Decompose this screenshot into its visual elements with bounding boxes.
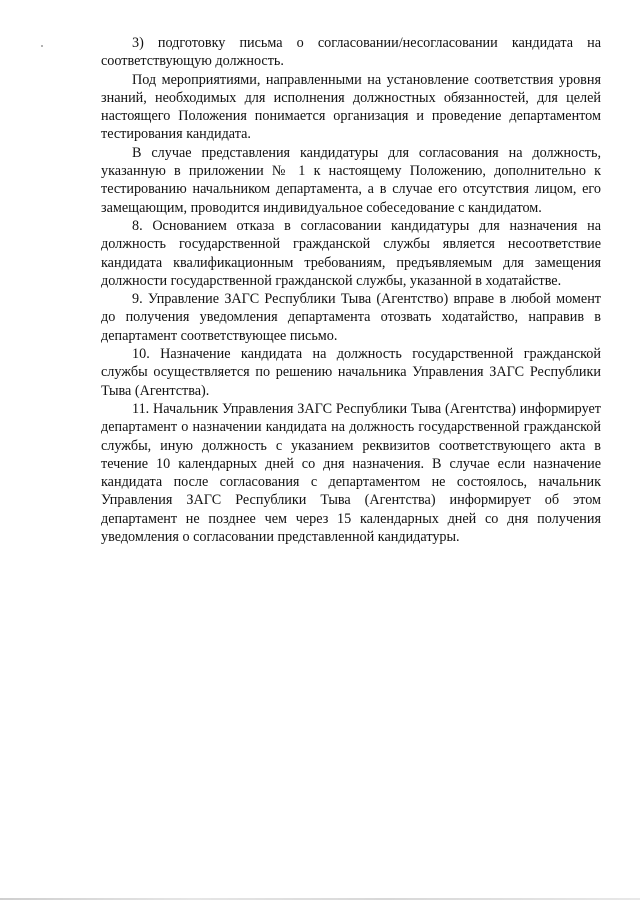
- paragraph-interview: В случае представления кандидатуры для согласования на должность, указанную в приложении № 1 к настоящему Положению, дополнительно к тестированию начальником департамента, а в случае его отсутствия лицом, его замещающим, проводится индивидуальное собеседование с кандидатом.: [101, 144, 601, 216]
- paragraph-8: 8. Основанием отказа в согласовании кандидатуры для назначения на должность государственной гражданской службы является несоответствие кандидата квалификационным требованиям, предъявляемым для замещения должности государственной гражданской службы, указанной в ходатайстве.: [101, 217, 601, 289]
- document-body: [101, 34, 601, 546]
- paragraph-10: 10. Назначение кандидата на должность государственной гражданской службы осуществляется по решению начальника Управления ЗАГС Республики Тыва (Агентства).: [101, 346, 601, 399]
- paragraph-testing-definition: Под мероприятиями, направленными на установление соответствия уровня знаний, необходимых для исполнения должностных обязанностей, для целей настоящего Положения понимается организация и проведение департаментом тестирования кандидата.: [101, 71, 601, 143]
- scan-speck: [41, 45, 43, 47]
- paragraph-11: 11. Начальник Управления ЗАГС Республики Тыва (Агентства) информирует департамент о назначении кандидата на должность государственной гражданской службы, иную должность с указанием реквизитов соответствующего акта в течение 10 календарных дней со дня назначения. В случае если назначение кандидата после согласования с департаментом не состоялось, начальник Управления ЗАГС Республики Тыва (Агентства) информирует об этом департамент не позднее чем через 15 календарных дней со дня получения уведомления о согласовании представленной кандидатуры.: [101, 400, 601, 546]
- scan-bottom-edge: [0, 898, 640, 900]
- paragraph-item-3: 3) подготовку письма о согласовании/несогласовании кандидата на соответствующую должность.: [101, 35, 601, 70]
- paragraph-9: 9. Управление ЗАГС Республики Тыва (Агентство) вправе в любой момент до получения уведомления департамента отозвать ходатайство, направив в департамент соответствующее письмо.: [101, 291, 601, 344]
